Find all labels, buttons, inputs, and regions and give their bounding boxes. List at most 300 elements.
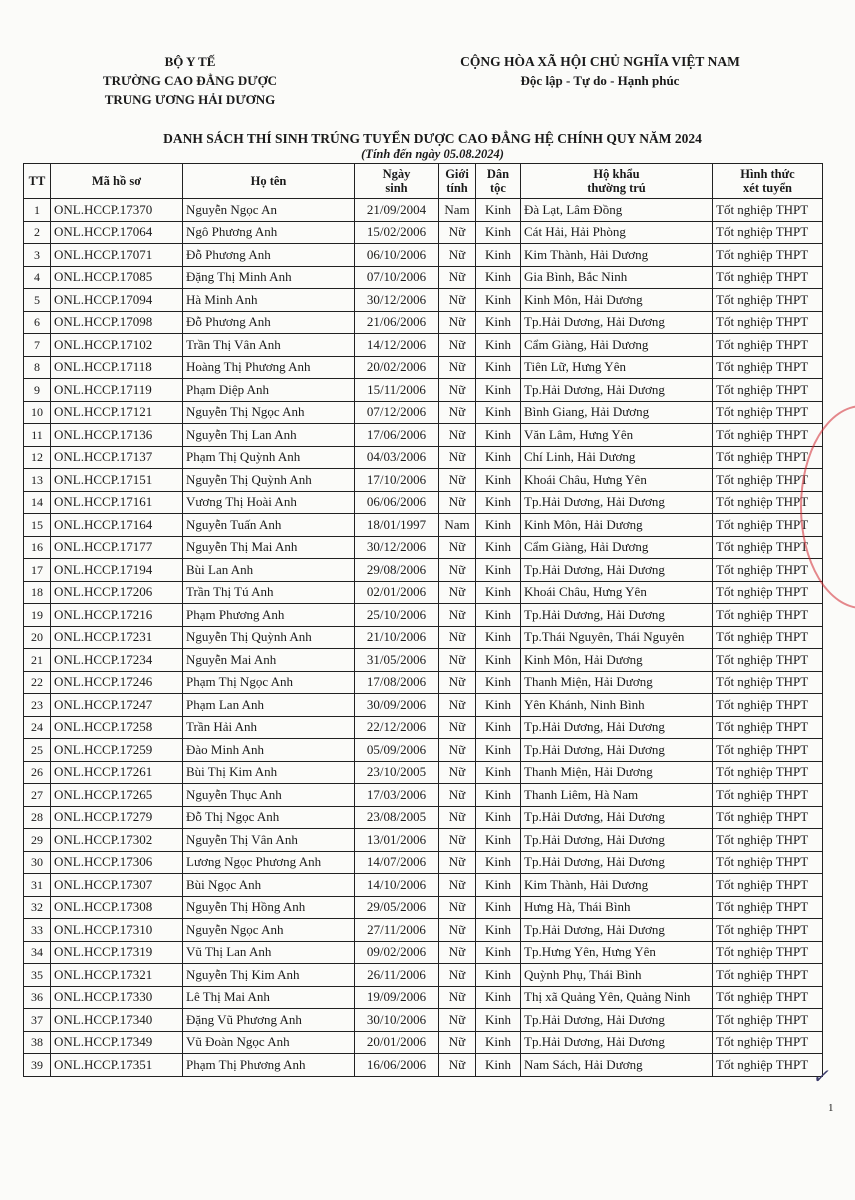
cell-ma-ho-so: ONL.HCCP.17102 xyxy=(51,334,183,357)
cell-tt: 17 xyxy=(24,559,51,582)
col-header-ho-khau: Hộ khẩu thường trú xyxy=(521,164,713,199)
cell-ho-ten: Phạm Diệp Anh xyxy=(183,379,355,402)
cell-dan-toc: Kinh xyxy=(476,311,521,334)
table-row xyxy=(24,581,823,604)
cell-gioi-tinh: Nữ xyxy=(439,491,476,514)
cell-ngay-sinh: 09/02/2006 xyxy=(355,941,439,964)
cell-ngay-sinh: 29/08/2006 xyxy=(355,559,439,582)
cell-ma-ho-so: ONL.HCCP.17194 xyxy=(51,559,183,582)
cell-ho-ten: Nguyễn Ngọc Anh xyxy=(183,919,355,942)
cell-ngay-sinh: 30/09/2006 xyxy=(355,694,439,717)
cell-ma-ho-so: ONL.HCCP.17098 xyxy=(51,311,183,334)
cell-gioi-tinh: Nữ xyxy=(439,446,476,469)
cell-ngay-sinh: 06/10/2006 xyxy=(355,244,439,267)
cell-ho-khau: Yên Khánh, Ninh Bình xyxy=(521,694,713,717)
cell-tt: 37 xyxy=(24,1009,51,1032)
cell-tt: 39 xyxy=(24,1054,51,1077)
cell-dan-toc: Kinh xyxy=(476,1054,521,1077)
cell-dan-toc: Kinh xyxy=(476,604,521,627)
cell-ho-ten: Vũ Thị Lan Anh xyxy=(183,941,355,964)
cell-dan-toc: Kinh xyxy=(476,199,521,222)
table-row xyxy=(24,694,823,717)
cell-dan-toc: Kinh xyxy=(476,739,521,762)
cell-ho-ten: Bùi Ngọc Anh xyxy=(183,874,355,897)
cell-dan-toc: Kinh xyxy=(476,289,521,312)
cell-gioi-tinh: Nữ xyxy=(439,851,476,874)
cell-ngay-sinh: 22/12/2006 xyxy=(355,716,439,739)
cell-ma-ho-so: ONL.HCCP.17118 xyxy=(51,356,183,379)
cell-ho-khau: Tp.Hải Dương, Hải Dương xyxy=(521,559,713,582)
cell-ho-ten: Đặng Vũ Phương Anh xyxy=(183,1009,355,1032)
col-header-gioi-tinh: Giới tính xyxy=(439,164,476,199)
cell-ho-khau: Hưng Hà, Thái Bình xyxy=(521,896,713,919)
cell-tt: 28 xyxy=(24,806,51,829)
table-row xyxy=(24,716,823,739)
cell-ma-ho-so: ONL.HCCP.17308 xyxy=(51,896,183,919)
cell-tt: 5 xyxy=(24,289,51,312)
cell-dan-toc: Kinh xyxy=(476,581,521,604)
table-row xyxy=(24,424,823,447)
cell-ma-ho-so: ONL.HCCP.17261 xyxy=(51,761,183,784)
cell-ho-khau: Kinh Môn, Hải Dương xyxy=(521,289,713,312)
cell-tt: 12 xyxy=(24,446,51,469)
cell-gioi-tinh: Nữ xyxy=(439,581,476,604)
cell-dan-toc: Kinh xyxy=(476,446,521,469)
cell-gioi-tinh: Nữ xyxy=(439,941,476,964)
cell-dan-toc: Kinh xyxy=(476,1009,521,1032)
cell-ho-khau: Tp.Hải Dương, Hải Dương xyxy=(521,604,713,627)
cell-hinh-thuc: Tốt nghiệp THPT xyxy=(713,491,823,514)
cell-tt: 18 xyxy=(24,581,51,604)
cell-tt: 34 xyxy=(24,941,51,964)
cell-ma-ho-so: ONL.HCCP.17370 xyxy=(51,199,183,222)
cell-ho-khau: Kinh Môn, Hải Dương xyxy=(521,649,713,672)
cell-ma-ho-so: ONL.HCCP.17085 xyxy=(51,266,183,289)
cell-gioi-tinh: Nữ xyxy=(439,896,476,919)
table-row xyxy=(24,401,823,424)
table-row xyxy=(24,739,823,762)
cell-ma-ho-so: ONL.HCCP.17265 xyxy=(51,784,183,807)
cell-ngay-sinh: 05/09/2006 xyxy=(355,739,439,762)
table-row xyxy=(24,379,823,402)
cell-dan-toc: Kinh xyxy=(476,829,521,852)
cell-dan-toc: Kinh xyxy=(476,784,521,807)
cell-gioi-tinh: Nữ xyxy=(439,424,476,447)
cell-hinh-thuc: Tốt nghiệp THPT xyxy=(713,784,823,807)
cell-dan-toc: Kinh xyxy=(476,694,521,717)
cell-ho-khau: Tp.Hải Dương, Hải Dương xyxy=(521,311,713,334)
table-row xyxy=(24,1054,823,1077)
cell-ngay-sinh: 15/02/2006 xyxy=(355,221,439,244)
table-row xyxy=(24,559,823,582)
cell-hinh-thuc: Tốt nghiệp THPT xyxy=(713,199,823,222)
cell-ho-khau: Nam Sách, Hải Dương xyxy=(521,1054,713,1077)
cell-ma-ho-so: ONL.HCCP.17247 xyxy=(51,694,183,717)
cell-hinh-thuc: Tốt nghiệp THPT xyxy=(713,514,823,537)
cell-dan-toc: Kinh xyxy=(476,941,521,964)
table-row xyxy=(24,896,823,919)
cell-tt: 2 xyxy=(24,221,51,244)
cell-hinh-thuc: Tốt nghiệp THPT xyxy=(713,356,823,379)
cell-dan-toc: Kinh xyxy=(476,806,521,829)
cell-ma-ho-so: ONL.HCCP.17064 xyxy=(51,221,183,244)
cell-tt: 11 xyxy=(24,424,51,447)
cell-dan-toc: Kinh xyxy=(476,874,521,897)
cell-ma-ho-so: ONL.HCCP.17136 xyxy=(51,424,183,447)
cell-ho-ten: Nguyễn Mai Anh xyxy=(183,649,355,672)
cell-ho-ten: Trần Thị Tú Anh xyxy=(183,581,355,604)
cell-ma-ho-so: ONL.HCCP.17321 xyxy=(51,964,183,987)
cell-gioi-tinh: Nữ xyxy=(439,311,476,334)
cell-ho-khau: Tp.Hải Dương, Hải Dương xyxy=(521,806,713,829)
cell-ho-ten: Ngô Phương Anh xyxy=(183,221,355,244)
cell-hinh-thuc: Tốt nghiệp THPT xyxy=(713,761,823,784)
table-row xyxy=(24,356,823,379)
cell-ho-ten: Đặng Thị Minh Anh xyxy=(183,266,355,289)
cell-ngay-sinh: 31/05/2006 xyxy=(355,649,439,672)
cell-ngay-sinh: 02/01/2006 xyxy=(355,581,439,604)
cell-gioi-tinh: Nữ xyxy=(439,221,476,244)
cell-tt: 36 xyxy=(24,986,51,1009)
table-row xyxy=(24,289,823,312)
cell-ho-ten: Phạm Thị Phương Anh xyxy=(183,1054,355,1077)
cell-ma-ho-so: ONL.HCCP.17119 xyxy=(51,379,183,402)
cell-dan-toc: Kinh xyxy=(476,334,521,357)
cell-ho-khau: Tp.Hải Dương, Hải Dương xyxy=(521,491,713,514)
cell-ho-ten: Trần Hải Anh xyxy=(183,716,355,739)
cell-ngay-sinh: 20/01/2006 xyxy=(355,1031,439,1054)
cell-dan-toc: Kinh xyxy=(476,514,521,537)
cell-ho-ten: Hà Minh Anh xyxy=(183,289,355,312)
admission-table xyxy=(23,163,823,1077)
cell-ma-ho-so: ONL.HCCP.17164 xyxy=(51,514,183,537)
cell-ma-ho-so: ONL.HCCP.17151 xyxy=(51,469,183,492)
cell-ho-khau: Thanh Miện, Hải Dương xyxy=(521,671,713,694)
cell-ho-ten: Vũ Đoàn Ngọc Anh xyxy=(183,1031,355,1054)
cell-tt: 27 xyxy=(24,784,51,807)
col-header-ngay-sinh: Ngày sinh xyxy=(355,164,439,199)
table-body xyxy=(24,199,823,1077)
cell-ma-ho-so: ONL.HCCP.17279 xyxy=(51,806,183,829)
cell-gioi-tinh: Nữ xyxy=(439,1054,476,1077)
table-row xyxy=(24,671,823,694)
col-header-ho-ten: Họ tên xyxy=(183,164,355,199)
cell-hinh-thuc: Tốt nghiệp THPT xyxy=(713,874,823,897)
table-row xyxy=(24,446,823,469)
cell-gioi-tinh: Nữ xyxy=(439,919,476,942)
cell-hinh-thuc: Tốt nghiệp THPT xyxy=(713,716,823,739)
cell-hinh-thuc: Tốt nghiệp THPT xyxy=(713,896,823,919)
cell-ho-ten: Đỗ Thị Ngọc Anh xyxy=(183,806,355,829)
cell-tt: 9 xyxy=(24,379,51,402)
cell-ho-khau: Tp.Hải Dương, Hải Dương xyxy=(521,716,713,739)
cell-tt: 21 xyxy=(24,649,51,672)
cell-ho-khau: Bình Giang, Hải Dương xyxy=(521,401,713,424)
cell-tt: 29 xyxy=(24,829,51,852)
table-row xyxy=(24,491,823,514)
cell-ho-ten: Nguyễn Ngọc An xyxy=(183,199,355,222)
cell-ho-ten: Phạm Thị Ngọc Anh xyxy=(183,671,355,694)
cell-ho-khau: Khoái Châu, Hưng Yên xyxy=(521,469,713,492)
cell-ho-ten: Nguyễn Tuấn Anh xyxy=(183,514,355,537)
table-header-row xyxy=(24,164,823,199)
cell-tt: 19 xyxy=(24,604,51,627)
cell-gioi-tinh: Nữ xyxy=(439,469,476,492)
cell-tt: 16 xyxy=(24,536,51,559)
cell-gioi-tinh: Nữ xyxy=(439,559,476,582)
cell-tt: 23 xyxy=(24,694,51,717)
cell-hinh-thuc: Tốt nghiệp THPT xyxy=(713,559,823,582)
cell-hinh-thuc: Tốt nghiệp THPT xyxy=(713,626,823,649)
cell-hinh-thuc: Tốt nghiệp THPT xyxy=(713,1009,823,1032)
cell-tt: 7 xyxy=(24,334,51,357)
cell-ho-khau: Tp.Hải Dương, Hải Dương xyxy=(521,1031,713,1054)
cell-tt: 33 xyxy=(24,919,51,942)
initial-signature: ✓ xyxy=(812,1066,829,1088)
cell-ngay-sinh: 15/11/2006 xyxy=(355,379,439,402)
cell-ngay-sinh: 07/12/2006 xyxy=(355,401,439,424)
cell-dan-toc: Kinh xyxy=(476,221,521,244)
cell-tt: 31 xyxy=(24,874,51,897)
table-row xyxy=(24,514,823,537)
cell-dan-toc: Kinh xyxy=(476,401,521,424)
cell-ma-ho-so: ONL.HCCP.17259 xyxy=(51,739,183,762)
cell-ngay-sinh: 23/08/2005 xyxy=(355,806,439,829)
cell-tt: 35 xyxy=(24,964,51,987)
cell-ho-ten: Nguyễn Thị Mai Anh xyxy=(183,536,355,559)
cell-ma-ho-so: ONL.HCCP.17216 xyxy=(51,604,183,627)
cell-ho-ten: Phạm Thị Quỳnh Anh xyxy=(183,446,355,469)
cell-ma-ho-so: ONL.HCCP.17307 xyxy=(51,874,183,897)
cell-ho-khau: Tp.Hải Dương, Hải Dương xyxy=(521,739,713,762)
cell-ngay-sinh: 13/01/2006 xyxy=(355,829,439,852)
cell-gioi-tinh: Nữ xyxy=(439,379,476,402)
cell-hinh-thuc: Tốt nghiệp THPT xyxy=(713,536,823,559)
cell-ho-khau: Khoái Châu, Hưng Yên xyxy=(521,581,713,604)
cell-gioi-tinh: Nữ xyxy=(439,986,476,1009)
country-name: CỘNG HÒA XÃ HỘI CHỦ NGHĨA VIỆT NAM xyxy=(460,54,740,69)
cell-ngay-sinh: 06/06/2006 xyxy=(355,491,439,514)
cell-hinh-thuc: Tốt nghiệp THPT xyxy=(713,1031,823,1054)
table-row xyxy=(24,784,823,807)
cell-ngay-sinh: 30/12/2006 xyxy=(355,536,439,559)
cell-ho-khau: Tp.Thái Nguyên, Thái Nguyên xyxy=(521,626,713,649)
table-row xyxy=(24,919,823,942)
cell-ngay-sinh: 04/03/2006 xyxy=(355,446,439,469)
table-row xyxy=(24,604,823,627)
cell-hinh-thuc: Tốt nghiệp THPT xyxy=(713,919,823,942)
cell-ngay-sinh: 17/03/2006 xyxy=(355,784,439,807)
cell-ho-ten: Nguyễn Thị Quỳnh Anh xyxy=(183,469,355,492)
table-row xyxy=(24,851,823,874)
table-row xyxy=(24,986,823,1009)
cell-gioi-tinh: Nữ xyxy=(439,244,476,267)
table-row xyxy=(24,1009,823,1032)
cell-dan-toc: Kinh xyxy=(476,379,521,402)
cell-dan-toc: Kinh xyxy=(476,896,521,919)
cell-ma-ho-so: ONL.HCCP.17330 xyxy=(51,986,183,1009)
cell-ho-ten: Lương Ngọc Phương Anh xyxy=(183,851,355,874)
table-row xyxy=(24,334,823,357)
cell-ho-ten: Vương Thị Hoài Anh xyxy=(183,491,355,514)
cell-tt: 8 xyxy=(24,356,51,379)
cell-ho-ten: Nguyễn Thị Lan Anh xyxy=(183,424,355,447)
cell-tt: 14 xyxy=(24,491,51,514)
cell-tt: 4 xyxy=(24,266,51,289)
cell-gioi-tinh: Nữ xyxy=(439,784,476,807)
cell-ho-khau: Cẩm Giàng, Hải Dương xyxy=(521,536,713,559)
cell-dan-toc: Kinh xyxy=(476,266,521,289)
cell-gioi-tinh: Nữ xyxy=(439,874,476,897)
cell-ho-ten: Đào Minh Anh xyxy=(183,739,355,762)
cell-dan-toc: Kinh xyxy=(476,671,521,694)
cell-tt: 1 xyxy=(24,199,51,222)
cell-gioi-tinh: Nữ xyxy=(439,649,476,672)
cell-ma-ho-so: ONL.HCCP.17258 xyxy=(51,716,183,739)
cell-gioi-tinh: Nữ xyxy=(439,401,476,424)
school-name-line1: TRƯỜNG CAO ĐẲNG DƯỢC xyxy=(102,73,278,88)
cell-ho-khau: Thị xã Quảng Yên, Quảng Ninh xyxy=(521,986,713,1009)
cell-tt: 13 xyxy=(24,469,51,492)
cell-tt: 3 xyxy=(24,244,51,267)
cell-gioi-tinh: Nữ xyxy=(439,716,476,739)
cell-ngay-sinh: 29/05/2006 xyxy=(355,896,439,919)
table-row xyxy=(24,311,823,334)
cell-ho-khau: Tiên Lữ, Hưng Yên xyxy=(521,356,713,379)
cell-dan-toc: Kinh xyxy=(476,851,521,874)
cell-gioi-tinh: Nữ xyxy=(439,1009,476,1032)
cell-dan-toc: Kinh xyxy=(476,626,521,649)
cell-dan-toc: Kinh xyxy=(476,986,521,1009)
cell-hinh-thuc: Tốt nghiệp THPT xyxy=(713,986,823,1009)
cell-ma-ho-so: ONL.HCCP.17246 xyxy=(51,671,183,694)
cell-ngay-sinh: 17/06/2006 xyxy=(355,424,439,447)
school-name-line2: TRUNG ƯƠNG HẢI DƯƠNG xyxy=(104,92,276,107)
cell-tt: 38 xyxy=(24,1031,51,1054)
cell-ma-ho-so: ONL.HCCP.17206 xyxy=(51,581,183,604)
cell-ho-khau: Kinh Môn, Hải Dương xyxy=(521,514,713,537)
page-number: 1 xyxy=(828,1102,834,1114)
cell-ho-ten: Bùi Thị Kim Anh xyxy=(183,761,355,784)
document-subtitle: (Tính đến ngày 05.08.2024) xyxy=(361,147,504,161)
cell-gioi-tinh: Nữ xyxy=(439,1031,476,1054)
ministry-name: BỘ Y TẾ xyxy=(164,54,216,69)
cell-hinh-thuc: Tốt nghiệp THPT xyxy=(713,806,823,829)
cell-hinh-thuc: Tốt nghiệp THPT xyxy=(713,1054,823,1077)
cell-ma-ho-so: ONL.HCCP.17302 xyxy=(51,829,183,852)
cell-dan-toc: Kinh xyxy=(476,649,521,672)
cell-tt: 15 xyxy=(24,514,51,537)
cell-ho-khau: Tp.Hải Dương, Hải Dương xyxy=(521,829,713,852)
cell-dan-toc: Kinh xyxy=(476,716,521,739)
cell-ma-ho-so: ONL.HCCP.17319 xyxy=(51,941,183,964)
cell-dan-toc: Kinh xyxy=(476,761,521,784)
cell-gioi-tinh: Nữ xyxy=(439,761,476,784)
cell-gioi-tinh: Nữ xyxy=(439,626,476,649)
cell-gioi-tinh: Nữ xyxy=(439,694,476,717)
cell-ma-ho-so: ONL.HCCP.17349 xyxy=(51,1031,183,1054)
cell-ho-ten: Nguyễn Thị Hồng Anh xyxy=(183,896,355,919)
cell-tt: 32 xyxy=(24,896,51,919)
cell-ho-khau: Kim Thành, Hải Dương xyxy=(521,244,713,267)
cell-ho-ten: Nguyễn Thị Ngọc Anh xyxy=(183,401,355,424)
cell-hinh-thuc: Tốt nghiệp THPT xyxy=(713,739,823,762)
table-row xyxy=(24,806,823,829)
cell-ma-ho-so: ONL.HCCP.17340 xyxy=(51,1009,183,1032)
table-row xyxy=(24,761,823,784)
cell-ma-ho-so: ONL.HCCP.17094 xyxy=(51,289,183,312)
cell-ngay-sinh: 21/10/2006 xyxy=(355,626,439,649)
cell-ho-khau: Tp.Hưng Yên, Hưng Yên xyxy=(521,941,713,964)
cell-dan-toc: Kinh xyxy=(476,424,521,447)
cell-ho-khau: Cẩm Giàng, Hải Dương xyxy=(521,334,713,357)
cell-dan-toc: Kinh xyxy=(476,244,521,267)
cell-hinh-thuc: Tốt nghiệp THPT xyxy=(713,446,823,469)
cell-ngay-sinh: 17/10/2006 xyxy=(355,469,439,492)
cell-ngay-sinh: 21/06/2006 xyxy=(355,311,439,334)
cell-gioi-tinh: Nữ xyxy=(439,806,476,829)
cell-ho-khau: Thanh Liêm, Hà Nam xyxy=(521,784,713,807)
cell-ma-ho-so: ONL.HCCP.17177 xyxy=(51,536,183,559)
cell-hinh-thuc: Tốt nghiệp THPT xyxy=(713,244,823,267)
table-row xyxy=(24,964,823,987)
cell-dan-toc: Kinh xyxy=(476,559,521,582)
col-header-ma-ho-so: Mã hồ sơ xyxy=(51,164,183,199)
cell-dan-toc: Kinh xyxy=(476,491,521,514)
cell-ngay-sinh: 14/12/2006 xyxy=(355,334,439,357)
cell-hinh-thuc: Tốt nghiệp THPT xyxy=(713,311,823,334)
cell-ho-khau: Quỳnh Phụ, Thái Bình xyxy=(521,964,713,987)
cell-gioi-tinh: Nam xyxy=(439,199,476,222)
cell-ma-ho-so: ONL.HCCP.17234 xyxy=(51,649,183,672)
col-header-tt: TT xyxy=(24,164,51,199)
cell-ho-ten: Đỗ Phương Anh xyxy=(183,244,355,267)
cell-tt: 20 xyxy=(24,626,51,649)
cell-tt: 10 xyxy=(24,401,51,424)
cell-gioi-tinh: Nữ xyxy=(439,356,476,379)
cell-ho-ten: Nguyễn Thị Quỳnh Anh xyxy=(183,626,355,649)
cell-ho-khau: Tp.Hải Dương, Hải Dương xyxy=(521,851,713,874)
table-row xyxy=(24,469,823,492)
cell-gioi-tinh: Nam xyxy=(439,514,476,537)
cell-tt: 22 xyxy=(24,671,51,694)
table-row xyxy=(24,221,823,244)
cell-hinh-thuc: Tốt nghiệp THPT xyxy=(713,401,823,424)
cell-gioi-tinh: Nữ xyxy=(439,289,476,312)
cell-gioi-tinh: Nữ xyxy=(439,266,476,289)
cell-dan-toc: Kinh xyxy=(476,356,521,379)
col-header-hinh-thuc: Hình thức xét tuyển xyxy=(713,164,823,199)
cell-ho-khau: Chí Linh, Hải Dương xyxy=(521,446,713,469)
cell-ho-khau: Cát Hải, Hải Phòng xyxy=(521,221,713,244)
table-row xyxy=(24,244,823,267)
cell-hinh-thuc: Tốt nghiệp THPT xyxy=(713,334,823,357)
cell-gioi-tinh: Nữ xyxy=(439,536,476,559)
header-right xyxy=(425,52,775,90)
cell-ho-ten: Phạm Lan Anh xyxy=(183,694,355,717)
cell-hinh-thuc: Tốt nghiệp THPT xyxy=(713,671,823,694)
cell-ho-ten: Trần Thị Vân Anh xyxy=(183,334,355,357)
header-left xyxy=(55,52,325,109)
cell-ma-ho-so: ONL.HCCP.17121 xyxy=(51,401,183,424)
table-row xyxy=(24,266,823,289)
cell-dan-toc: Kinh xyxy=(476,536,521,559)
table-row xyxy=(24,626,823,649)
cell-ngay-sinh: 26/11/2006 xyxy=(355,964,439,987)
table-row xyxy=(24,199,823,222)
table-row xyxy=(24,649,823,672)
cell-hinh-thuc: Tốt nghiệp THPT xyxy=(713,649,823,672)
